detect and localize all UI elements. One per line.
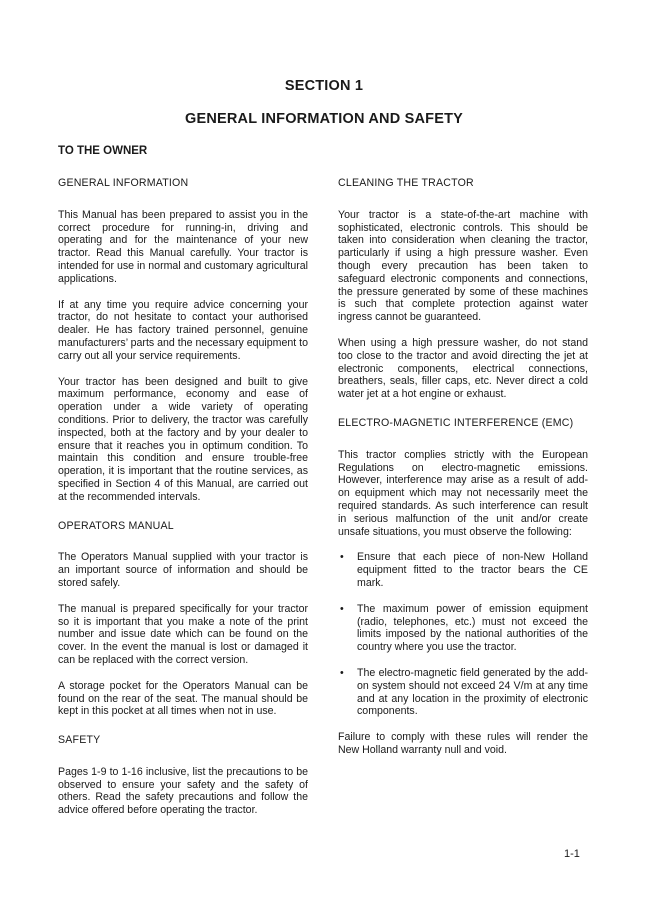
cleaning-paragraph-1: Your tractor is a state-of-the-art machine with sophisticated, electronic controls. This should be taken into consideration when cleaning the tractor, particularly if using a high pressure washer. Even though every precaution has been taken to safeguard electronic components and connections, the pressure generated by some of these machines is such that complete protection against water ingress cannot be guaranteed. (338, 208, 588, 324)
emc-bullet-text: The electro-magnetic field generated by the add-on system should not exceed 24 V/m at any time and at any location in the proximity of electronic components. (357, 666, 588, 718)
general-information-heading: GENERAL INFORMATION (58, 177, 189, 189)
left-column (58, 177, 308, 830)
page-number: 1-1 (564, 848, 580, 860)
section-number: SECTION 1 (284, 78, 364, 94)
emc-bullet-item (338, 603, 588, 654)
safety-heading: SAFETY (58, 734, 101, 747)
to-the-owner-heading: TO THE OWNER (58, 145, 148, 157)
operators-manual-paragraph-3: A storage pocket for the Operators Manual can be found on the rear of the seat. The manual should be kept in this pocket at all times when not in use. (58, 679, 308, 718)
bullet-icon: • (340, 602, 344, 615)
emc-bullet-item (338, 667, 588, 718)
operators-manual-paragraph-1: The Operators Manual supplied with your tractor is an important source of information and should be stored safely. (58, 551, 308, 589)
safety-paragraph: Pages 1-9 to 1-16 inclusive, list the precautions to be observed to ensure your safety and the safety of others. Read the safety precautions and follow the advice offered before operating the tractor. (58, 765, 308, 817)
operators-manual-heading: OPERATORS MANUAL (58, 519, 174, 532)
emc-heading: ELECTRO-MAGNETIC INTERFERENCE (EMC) (338, 416, 574, 429)
emc-intro-paragraph: This tractor complies strictly with the European Regulations on electro-magnetic emissions. However, interference may arise as a result of add-on equipment which may not necessarily meet the required standards. As such interference can result in serious malfunction of the unit and/or create unsafe situations, you must observe the following: (338, 448, 588, 538)
emc-bullet-text: The maximum power of emission equipment (radio, telephones, etc.) must not exceed the limits imposed by the national authorities of the country where you use the tractor. (357, 602, 588, 654)
emc-bullet-text: Ensure that each piece of non-New Holland equipment fitted to the tractor bears the CE mark. (357, 551, 588, 589)
cleaning-paragraph-2: When using a high pressure washer, do not stand too close to the tractor and avoid directing the jet at electronic components, electrical connections, breathers, seals, filler caps, etc. Never direct a cold water jet at a hot engine or exhaust. (338, 336, 588, 401)
emc-bullet-list (338, 551, 588, 718)
bullet-icon: • (340, 666, 344, 679)
section-title: GENERAL INFORMATION AND SAFETY (184, 111, 463, 127)
bullet-icon: • (340, 551, 344, 564)
emc-closing-paragraph: Failure to comply with these rules will render the New Holland warranty null and void. (338, 731, 588, 756)
emc-bullet-item (338, 551, 588, 589)
cleaning-the-tractor-heading: CLEANING THE TRACTOR (338, 177, 474, 189)
general-information-paragraph-3: Your tractor has been designed and built to give maximum performance, economy and ease of operation under a wide variety of operating conditions. Prior to delivery, the tractor was carefully inspected, both at the factory and by your dealer to ensure that it reaches you in optimum condition. To maintain this condition and ensure trouble-free operation, it is important that the routine services, as specified in Section 4 of this Manual, are carried out at the recommended intervals. (58, 375, 308, 503)
right-column (338, 177, 588, 770)
general-information-paragraph-1: This Manual has been prepared to assist you in the correct procedure for running-in, driving and operating and for the maintenance of your new tractor. Read this Manual carefully. Your tractor is intended for use in normal and customary agricultural applications. (58, 208, 308, 285)
operators-manual-paragraph-2: The manual is prepared specifically for your tractor so it is important that you make a note of the print number and issue date which can be found on the cover. In the event the manual is lost or damaged it can be replaced with the correct version. (58, 602, 308, 666)
general-information-paragraph-2: If at any time you require advice concerning your tractor, do not hesitate to contact your authorised dealer. He has factory trained personnel, genuine manufacturers’ parts and the necessary equipment to carry out all your service requirements. (58, 298, 308, 362)
